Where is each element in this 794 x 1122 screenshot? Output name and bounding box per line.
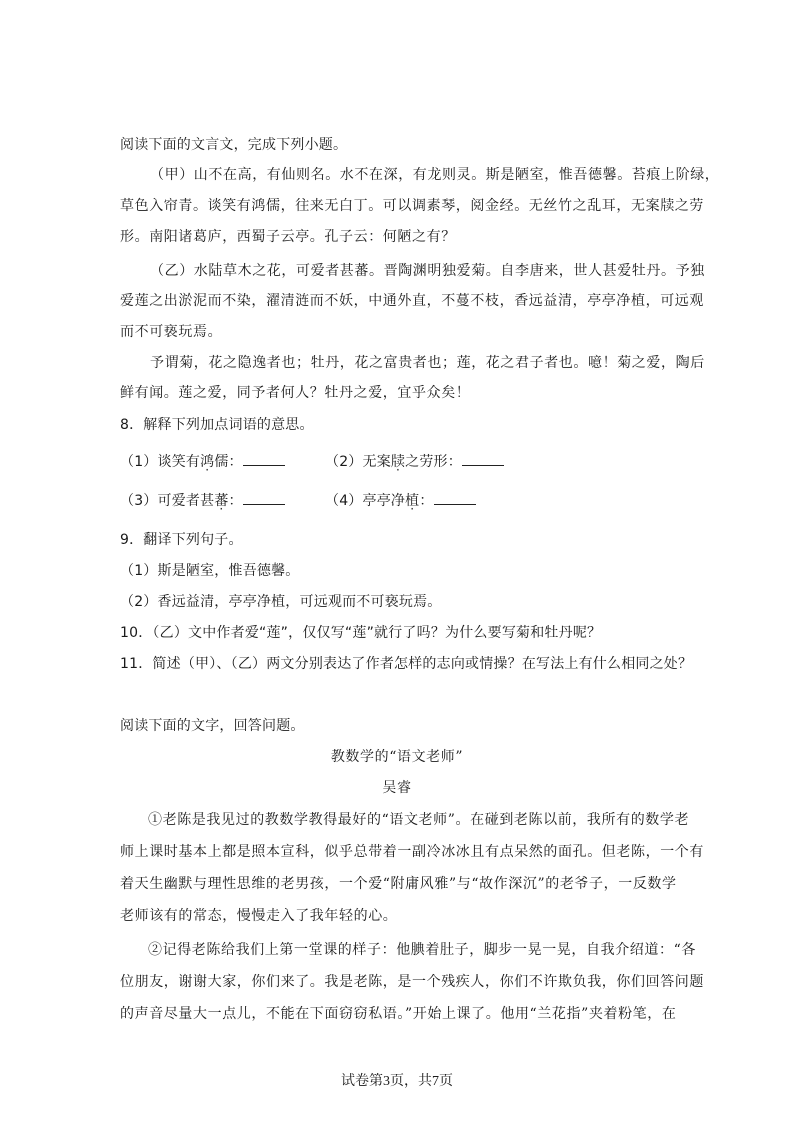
q8-item-2-post: 之劳形： (405, 454, 462, 470)
yi-line-1: （乙）水陆草木之花，可爱者甚蕃。晋陶渊明独爱菊。自李唐来，世人甚爱牡丹。予独 (150, 263, 705, 279)
q8-item-3-dot: 蕃 (214, 493, 229, 509)
p1-line-3: 着天生幽默与理性思维的老男孩，一个爱“附庸风雅”与“故作深沉”的老爷子，一反数学 (120, 876, 677, 892)
p2-line-1: ②记得老陈给我们上第一堂课的样子：他腆着肚子，脚步一晃一晃，自我介绍道：“各 (148, 942, 696, 958)
q8-item-2 (325, 451, 504, 471)
q9-sentence-1: （1）斯是陋室，惟吾德馨。 (120, 563, 300, 579)
q9-sentence-2: （2）香远益清，亭亭净植，可远观而不可亵玩焉。 (120, 594, 442, 610)
q8-item-2-pre: （2）无案 (325, 454, 391, 470)
q9-stem: 9．翻译下列句子。 (120, 532, 243, 548)
q8-item-1-post: 儒： (214, 454, 243, 470)
q8-answer-blank-1[interactable] (243, 451, 285, 466)
yi2-line-2: 鲜有闻。莲之爱，同予者何人？牡丹之爱，宜乎众矣！ (120, 385, 471, 401)
q8-item-3-post: ： (228, 493, 243, 509)
q8-answer-blank-3[interactable] (243, 490, 285, 505)
q8-item-4-dot: 植 (405, 493, 420, 509)
q8-item-3-pre: （3）可爱者甚 (120, 493, 215, 509)
q8-item-4-pre: （4）亭亭净 (325, 493, 406, 509)
yi2-line-1: 予谓菊，花之隐逸者也；牡丹，花之富贵者也；莲，花之君子者也。噫！菊之爱，陶后 (150, 355, 705, 371)
instruction-1: 阅读下面的文言文，完成下列小题。 (120, 137, 348, 153)
q8-answer-blank-4[interactable] (434, 490, 476, 505)
jia-line-1: （甲）山不在高，有仙则名。水不在深，有龙则灵。斯是陋室，惟吾德馨。苔痕上阶绿， (150, 167, 720, 183)
q8-item-1-dot: 鸿 (200, 454, 215, 470)
p1-line-2: 师上课时基本上都是照本宣科，似乎总带着一副冷冰冰且有点呆然的面孔。但老陈，一个有 (120, 844, 704, 860)
q10: 10．（乙）文中作者爱“莲”，仅仅写“莲”就行了吗？为什么要写菊和牡丹呢？ (120, 625, 602, 641)
yi-line-3: 而不可亵玩焉。 (120, 324, 223, 340)
q8-item-4 (325, 490, 476, 510)
q8-item-1 (120, 451, 285, 471)
q8-answer-blank-2[interactable] (462, 451, 504, 466)
p2-line-2: 位朋友，谢谢大家，你们来了。我是老陈，是一个残疾人，你们不许欺负我，你们回答问题 (120, 974, 704, 990)
article-author: 吴睿 (382, 780, 412, 796)
q8-stem: 8．解释下列加点词语的意思。 (120, 417, 314, 433)
article-title: 教数学的“语文老师” (330, 749, 464, 765)
p1-line-1: ①老陈是我见过的教数学教得最好的“语文老师”。在碰到老陈以前，我所有的数学老 (148, 812, 690, 828)
instruction-2: 阅读下面的文字，回答问题。 (120, 718, 305, 734)
q8-item-3 (120, 490, 285, 510)
yi-line-2: 爱莲之出淤泥而不染，濯清涟而不妖，中通外直，不蔓不枝，香远益清，亭亭净植，可远观 (120, 293, 704, 309)
jia-line-2: 草色入帘青。谈笑有鸿儒，往来无白丁。可以调素琴，阅金经。无丝竹之乱耳，无案牍之劳 (120, 198, 704, 214)
q11: 11．简述（甲）、（乙）两文分别表达了作者怎样的志向或情操？在写法上有什么相同之处？ (120, 656, 693, 672)
q8-item-2-dot: 牍 (390, 454, 406, 470)
p2-line-3: 的声音尽量大一点儿，不能在下面窃窃私语。”开始上课了。他用“兰花指”夹着粉笔，在 (120, 1006, 677, 1022)
p1-line-4: 老师该有的常态，慢慢走入了我年轻的心。 (120, 908, 398, 924)
page-footer: 试卷第3页，共7页 (341, 1074, 453, 1089)
q8-item-1-pre: （1）谈笑有 (120, 454, 201, 470)
jia-line-3: 形。南阳诸葛庐，西蜀子云亭。孔子云：何陋之有？ (120, 229, 456, 245)
q8-item-4-post: ： (419, 493, 434, 509)
